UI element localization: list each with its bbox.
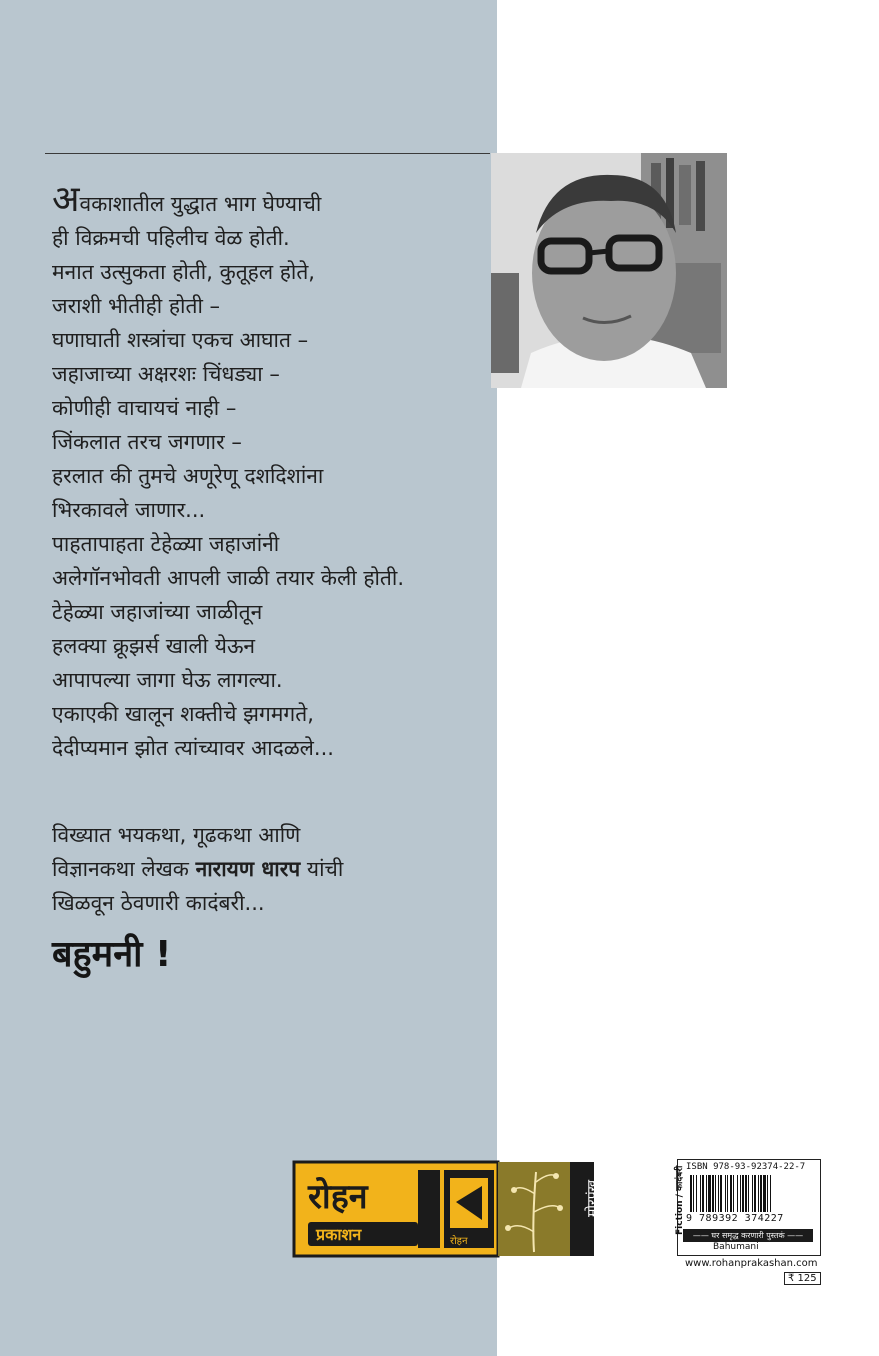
blurb-line: जिंकलात तरच जगणार – [52,430,242,454]
genre-label: Fiction / कादंबरी [675,1165,685,1235]
barcode-bars [690,1175,815,1212]
blurb-line: एकाएकी खालून शक्तीचे झगमगते, [52,702,314,726]
blurb-line: हरलात की तुमचे अणूरेणू दशदिशांना [52,464,324,488]
imprint-name: मोरपंख [585,1179,601,1217]
credit-line: विख्यात भयकथा, गूढकथा आणि [52,823,301,847]
blurb-line: कोणीही वाचायचं नाही – [52,396,237,420]
blurb-line: अलेगॉनभोवती आपली जाळी तयार केली होती. [52,566,405,590]
top-rule [45,153,490,154]
publisher-website: www.rohanprakashan.com [685,1258,818,1269]
barcode-title: Bahumani [713,1242,759,1252]
logo-name-top: रोहन [308,1177,368,1217]
barcode-tagline: —— घर समृद्ध करणारी पुस्तकं —— [683,1229,813,1242]
author-photo [491,153,727,388]
blurb-line: घणाघाती शस्त्रांचा एकच आघात – [52,328,309,352]
blurb-line: जराशी भीतीही होती – [52,294,221,318]
logo-name-bottom: प्रकाशन [316,1225,362,1244]
blurb-line: देदीप्यमान झोत त्यांच्यावर आदळले... [52,736,334,760]
blurb-line: पाहतापाहता टेहेळ्या जहाजांनी [52,532,280,556]
publisher-logo [294,1162,601,1256]
author-credit [52,818,482,920]
book-title: बहुमनी ! [52,934,172,975]
blurb-line: भिरकावले जाणार... [52,498,206,522]
isbn-label: ISBN 978-93-92374-22-7 [686,1162,806,1172]
blurb-line: मनात उत्सुकता होती, कुतूहल होते, [52,260,315,284]
barcode-digits: 9 789392 374227 [686,1213,784,1224]
logo-spine-text: रोहन [450,1236,468,1247]
credit-line: खिळवून ठेवणारी कादंबरी... [52,891,265,915]
blurb-line: हलक्या क्रूझर्स खाली येऊन [52,634,256,658]
author-name: नारायण धारप [195,857,301,881]
drop-cap: अ [52,179,80,220]
blurb-line: ही विक्रमची पहिलीच वेळ होती. [52,226,290,250]
blurb-line: टेहेळ्या जहाजांच्या जाळीतून [52,600,263,624]
blurb-line: आपापल्या जागा घेऊ लागल्या. [52,668,283,692]
price-tag: ₹ 125 [784,1272,821,1285]
blurb-line: जहाजाच्या अक्षरशः चिंधड्या – [52,362,280,386]
blurb-line-1: अवकाशातील युद्धात भाग घेण्याची [52,179,322,220]
back-cover-blurb [52,179,497,765]
credit-line: विज्ञानकथा लेखक नारायण धारप यांची [52,857,344,881]
